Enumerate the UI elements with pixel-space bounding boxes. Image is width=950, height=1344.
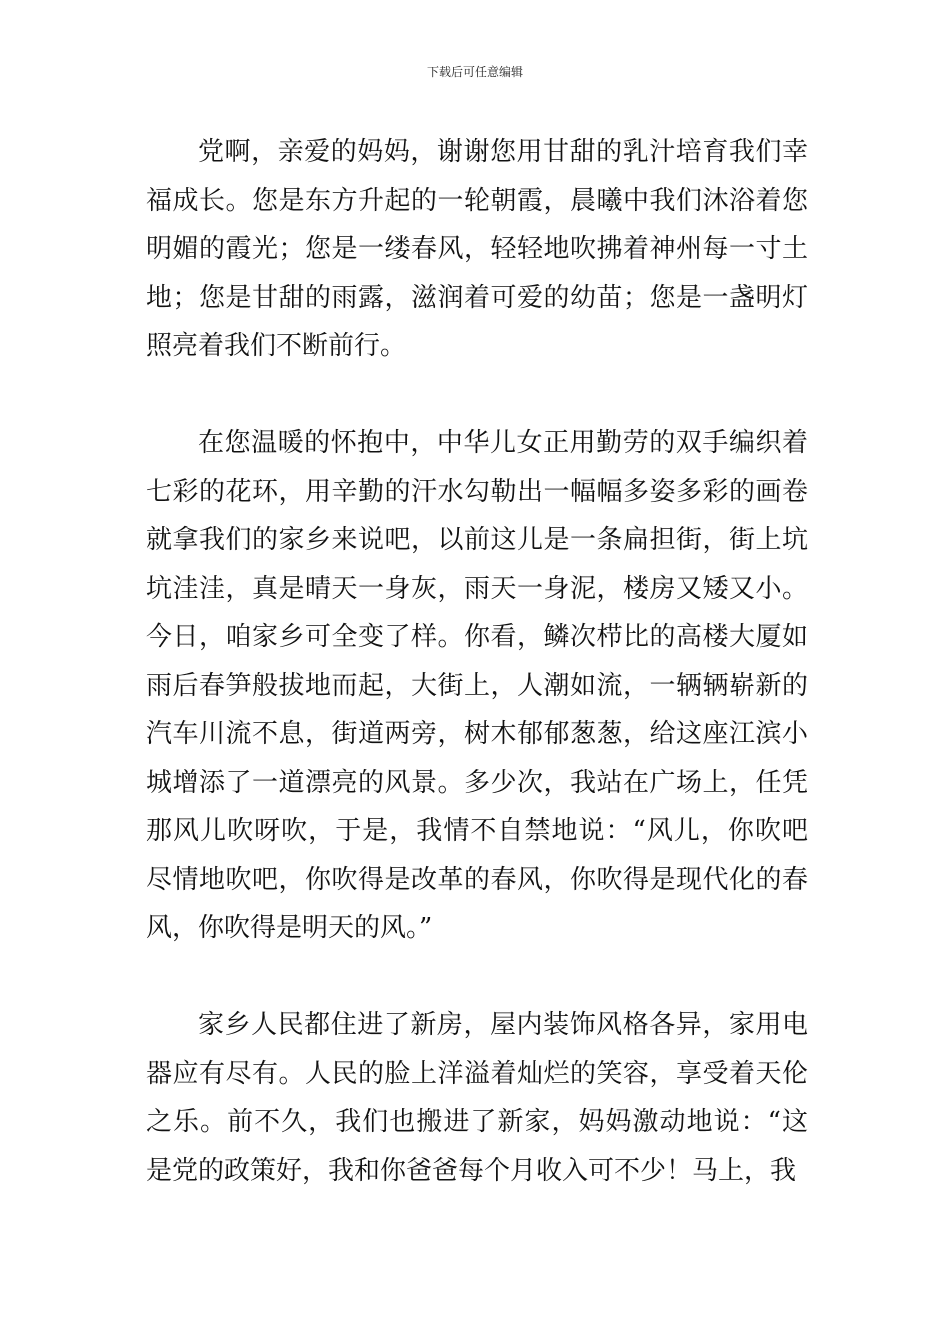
document-body — [146, 128, 808, 1195]
paragraph-1: 党啊，亲爱的妈妈，谢谢您用甘甜的乳汁培育我们幸福成长。您是东方升起的一轮朝霞，晨曦中我们沐浴着您明媚的霞光；您是一缕春风，轻轻地吹拂着神州每一寸土地；您是甘甜的雨露，滋润着可爱的幼苗；您是一盏明灯照亮着我们不断前行。 — [146, 137, 808, 361]
paragraph-3: 家乡人民都住进了新房，屋内装饰风格各异，家用电器应有尽有。人民的脸上洋溢着灿烂的笑容，享受着天伦之乐。前不久，我们也搬进了新家，妈妈激动地说：“这是党的政策好，我和你爸爸每个月收入可不少！马上，我 — [146, 1010, 808, 1186]
paragraph-2: 在您温暖的怀抱中，中华儿女正用勤劳的双手编织着七彩的花环，用辛勤的汗水勾勒出一幅幅多姿多彩的画卷就拿我们的家乡来说吧，以前这儿是一条扁担街，街上坑坑洼洼，真是晴天一身灰，雨天一身泥，楼房又矮又小。今日，咱家乡可全变了样。你看，鳞次栉比的高楼大厦如雨后春笋般拔地而起，大街上，人潮如流，一辆辆崭新的汽车川流不息，街道两旁，树木郁郁葱葱，给这座江滨小城增添了一道漂亮的风景。多少次，我站在广场上，任凭那风儿吹呀吹，于是，我情不自禁地说：“风儿，你吹吧尽情地吹吧，你吹得是改革的春风，你吹得是现代化的春风，你吹得是明天的风。” — [146, 428, 808, 943]
page-header: 下载后可任意编辑 — [426, 65, 523, 79]
